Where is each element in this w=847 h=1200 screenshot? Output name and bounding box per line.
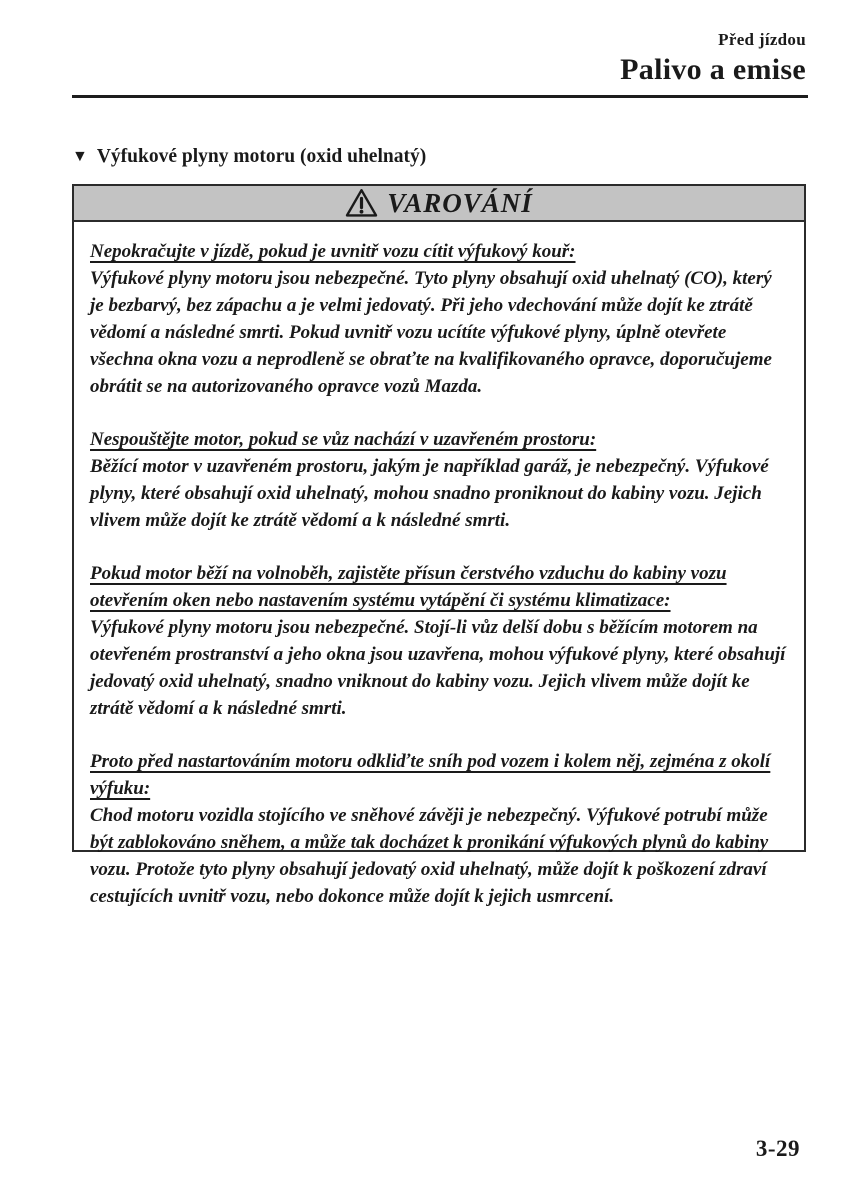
warning-block-heading-text: Proto před nastartováním motoru odkliďte sníh pod vozem i kolem něj, zejména z okolí výfuku: (90, 751, 771, 799)
section-title (72, 146, 426, 168)
section-title-text: Výfukové plyny motoru (oxid uhelnatý) (96, 146, 427, 167)
warning-content (74, 222, 804, 910)
warning-block (90, 238, 788, 400)
warning-block (90, 560, 788, 722)
warning-block-heading (90, 748, 788, 802)
section-marker-icon: ▼ (72, 148, 88, 165)
warning-header (74, 186, 804, 222)
warning-triangle-icon (345, 188, 378, 218)
warning-block-heading (90, 426, 788, 453)
warning-title: VAROVÁNÍ (387, 187, 533, 218)
warning-block-heading-text: Nespouštějte motor, pokud se vůz nachází v uzavřeném prostoru: (90, 429, 597, 450)
warning-block-heading-text: Pokud motor běží na volnoběh, zajistěte přísun čerstvého vzduchu do kabiny vozu otevřením oken nebo nastavením systému vytápění či systému klimatizace: (90, 563, 727, 611)
warning-block-body: Výfukové plyny motoru jsou nebezpečné. Stojí-li vůz delší dobu s běžícím motorem na otevřeném prostranství a jeho okna jsou uzavřena, mohou výfukové plyny, které obsahují jedovatý oxid uhelnatý, snadno vniknout do kabiny vozu. Jejich vlivem může dojít ke ztrátě vědomí a k následné smrti. (90, 617, 786, 719)
page-number: 3-29 (755, 1136, 800, 1161)
warning-block (90, 748, 788, 910)
warning-block-body: Chod motoru vozidla stojícího ve sněhové závěji je nebezpečný. Výfukové potrubí může být zablokováno sněhem, a může tak docházet k pronikání výfukových plynů do kabiny vozu. Protože tyto plyny obsahují jedovatý oxid uhelnatý, může dojít k poškození zdraví cestujících uvnitř vozu, nebo dokonce může dojít k jejich usmrcení. (90, 805, 769, 907)
page-header (620, 30, 806, 87)
warning-block-body: Výfukové plyny motoru jsou nebezpečné. Tyto plyny obsahují oxid uhelnatý (CO), který je bezbarvý, bez zápachu a je velmi jedovatý. Při jeho vdechování může dojít ke ztrátě vědomí a následné smrti. Pokud uvnitř vozu ucítíte výfukové plyny, úplně otevřete všechna okna vozu a neprodleně se obraťte na kvalifikovaného opravce, doporučujeme obrátit se na autorizovaného opravce vozů Mazda. (90, 268, 772, 397)
warning-block (90, 426, 788, 534)
chapter-label: Před jízdou (718, 30, 806, 49)
page-title: Palivo a emise (620, 53, 806, 86)
warning-box (72, 184, 806, 907)
warning-block-heading-text: Nepokračujte v jízdě, pokud je uvnitř vozu cítit výfukový kouř: (90, 241, 576, 262)
warning-block-heading (90, 560, 788, 614)
header-rule (72, 95, 808, 98)
warning-block-heading (90, 238, 788, 265)
warning-block-body: Běžící motor v uzavřeném prostoru, jakým je například garáž, je nebezpečný. Výfukové plyny, které obsahují oxid uhelnatý, mohou snadno proniknout do kabiny vozu. Jejich vlivem může dojít ke ztrátě vědomí a k následné smrti. (90, 456, 769, 531)
